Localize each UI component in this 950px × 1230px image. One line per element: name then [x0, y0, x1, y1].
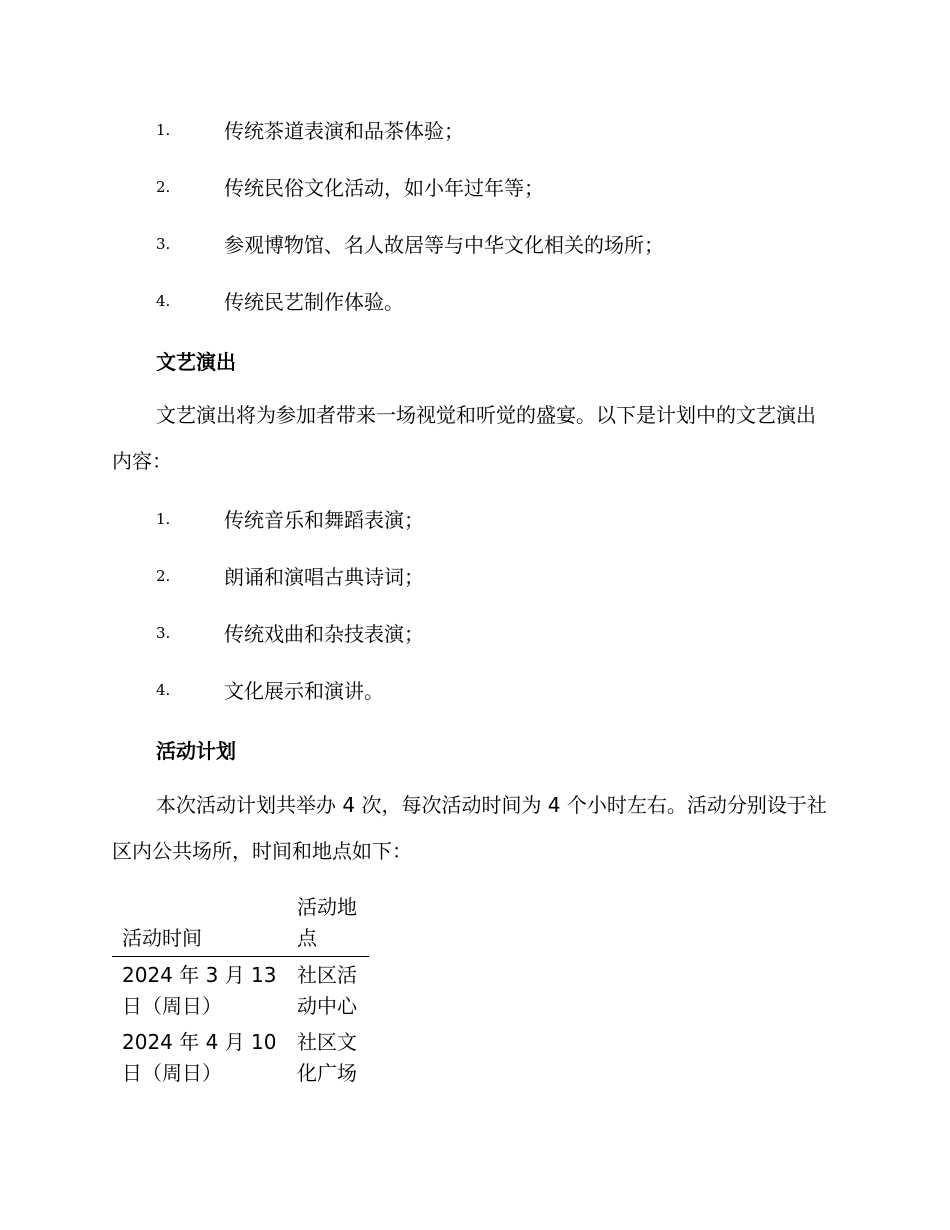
list-text: 传统民俗文化活动，如小年过年等； [224, 176, 544, 200]
section-heading-performance: 文艺演出 [156, 350, 236, 374]
table-row [112, 957, 369, 1025]
column-header-time: 活动时间 [112, 892, 287, 957]
performance-list [156, 490, 424, 718]
list-item [156, 490, 424, 547]
list-text: 传统茶道表演和品茶体验； [224, 119, 464, 143]
table-row [112, 1024, 369, 1091]
list-item [156, 547, 424, 604]
section-heading-plan: 活动计划 [156, 739, 236, 763]
list-text: 朗诵和演唱古典诗词； [224, 565, 424, 589]
list-text: 传统音乐和舞蹈表演； [224, 508, 424, 532]
list-text: 传统戏曲和杂技表演； [224, 622, 424, 646]
list-item [156, 215, 664, 272]
performance-intro-paragraph: 文艺演出将为参加者带来一场视觉和听觉的盛宴。以下是计划中的文艺演出内容： [112, 403, 816, 473]
list-number: 1. [156, 120, 171, 139]
table-cell-location: 社区文化广场 [297, 1030, 357, 1085]
list-number: 2. [156, 566, 171, 585]
list-item [156, 272, 664, 329]
table-header-row [112, 892, 369, 957]
list-number: 4. [156, 291, 171, 310]
activity-list [156, 101, 664, 329]
list-item [156, 101, 664, 158]
list-number: 3. [156, 234, 171, 253]
column-header-location: 活动地点 [287, 892, 369, 957]
schedule-table [112, 892, 369, 1091]
list-item [156, 604, 424, 661]
list-item [156, 158, 664, 215]
list-item [156, 661, 424, 718]
list-text: 文化展示和演讲。 [224, 679, 384, 703]
list-text: 传统民艺制作体验。 [224, 290, 404, 314]
table-cell-location: 社区活动中心 [297, 963, 357, 1018]
list-number: 1. [156, 509, 171, 528]
list-number: 4. [156, 680, 171, 699]
plan-intro-paragraph: 本次活动计划共举办 4 次，每次活动时间为 4 个小时左右。活动分别设于社区内公共场所，时间和地点如下： [112, 793, 827, 863]
table-cell-time: 2024 年 4 月 10 日（周日） [122, 1030, 277, 1085]
list-text: 参观博物馆、名人故居等与中华文化相关的场所； [224, 233, 664, 257]
list-number: 3. [156, 623, 171, 642]
table-cell-time: 2024 年 3 月 13 日（周日） [122, 963, 277, 1018]
list-number: 2. [156, 177, 171, 196]
